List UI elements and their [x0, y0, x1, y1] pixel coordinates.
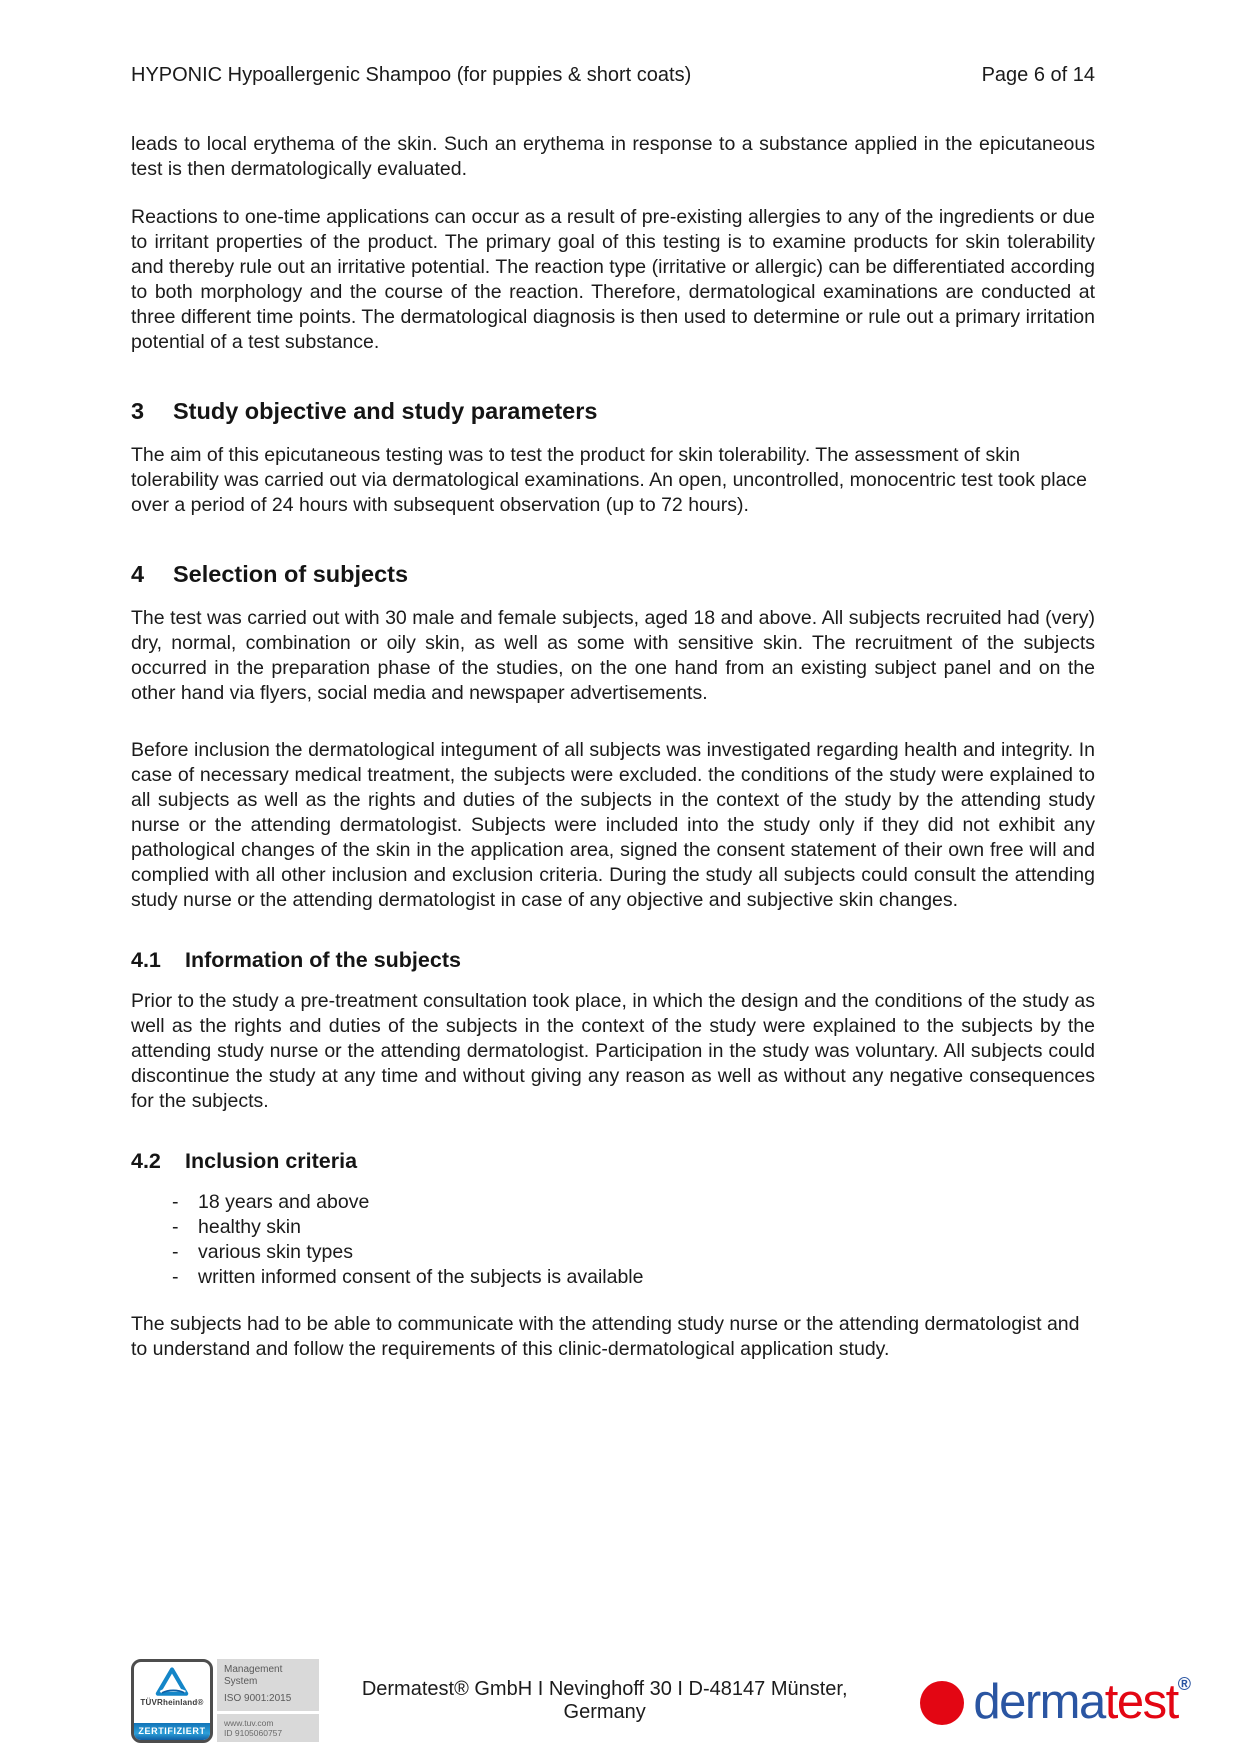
- tuv-management-system-label: Management System: [224, 1664, 283, 1687]
- header-title: HYPONIC Hypoallergenic Shampoo (for puppies & short coats): [131, 64, 692, 86]
- bullet-dash: -: [172, 1191, 179, 1213]
- dermatest-wordmark: [973, 1675, 1191, 1727]
- section-4-2-number: 4.2: [131, 1149, 161, 1173]
- list-item-text: written informed consent of the subjects is available: [198, 1266, 644, 1288]
- section-4-1-number: 4.1: [131, 948, 161, 972]
- list-item: [172, 1240, 1095, 1265]
- footer-address: Dermatest® GmbH I Nevinghoff 30 I D-48147 Münster, Germany: [361, 1678, 848, 1723]
- list-item: [172, 1215, 1095, 1240]
- header-page-number: Page 6 of 14: [981, 64, 1095, 86]
- section-3-heading: [131, 397, 1095, 425]
- section-3-paragraph: The aim of this epicutaneous testing was to test the product for skin tolerability. The assessment of skin tolerability was carried out via dermatological examinations. An open, uncontrolled, monocentric test took place over a period of 24 hours with subsequent observation (up to 72 hours).: [131, 444, 1088, 516]
- paragraph-intro-continuation: leads to local erythema of the skin. Such an erythema in response to a substance applied in the epicutaneous test is then dermatologically evaluated.: [131, 133, 1095, 180]
- list-item: [172, 1265, 1095, 1290]
- tuv-info-panel: [217, 1659, 319, 1743]
- tuv-id-label: ID 9105060757: [224, 1728, 283, 1738]
- dermatest-logo-test: test: [1104, 1675, 1178, 1729]
- section-4-title: Selection of subjects: [173, 561, 409, 587]
- tuv-website-label: www.tuv.com: [224, 1718, 274, 1728]
- section-4-1-paragraph: Prior to the study a pre-treatment consultation took place, in which the design and the conditions of the study as well as the rights and duties of the subjects in the context of the study were explained to the subjects by the attending study nurse or the attending dermatologist. Participation in the study was voluntary. All subjects could discontinue the study at any time and without giving any reason as well as without any negative consequences for the subjects.: [131, 990, 1095, 1112]
- list-item: [172, 1190, 1095, 1215]
- tuv-certification-badge: [131, 1659, 319, 1743]
- tuv-info-top: [217, 1659, 319, 1711]
- dermatest-logo-registered-mark: ®: [1177, 1674, 1191, 1694]
- dermatest-dot-icon: [920, 1681, 964, 1725]
- tuv-iso-label: ISO 9001:2015: [224, 1693, 292, 1704]
- section-4-2-title: Inclusion criteria: [185, 1149, 358, 1173]
- bullet-dash: -: [172, 1266, 179, 1288]
- inclusion-criteria-list: [172, 1190, 1095, 1290]
- paragraph-reactions: Reactions to one-time applications can occur as a result of pre-existing allergies to any of the ingredients or due to irritant properties of the product. The primary goal of this testing is to examine products for skin tolerability and thereby rule out an irritative potential. The reaction type (irritative or allergic) can be differentiated according to both morphology and the course of the reaction. Therefore, dermatological examinations are conducted at three different time points. The dermatological diagnosis is then used to determine or rule out a primary irritation potential of a test substance.: [131, 206, 1095, 353]
- tuv-certificate-seal: [131, 1659, 213, 1743]
- closing-paragraph: The subjects had to be able to communicate with the attending study nurse or the attending dermatologist and to understand and follow the requirements of this clinic-dermatological application study.: [131, 1313, 1080, 1360]
- section-4-number: 4: [131, 561, 145, 587]
- section-3-title: Study objective and study parameters: [173, 398, 598, 424]
- section-4-1-title: Information of the subjects: [185, 948, 461, 972]
- tuv-triangle-icon: [155, 1667, 189, 1697]
- list-item-text: healthy skin: [198, 1216, 301, 1238]
- dermatest-logo: [920, 1675, 1191, 1727]
- dermatest-logo-derma: derma: [973, 1675, 1105, 1729]
- section-4-heading: [131, 560, 1095, 588]
- section-3-number: 3: [131, 398, 145, 424]
- tuv-certified-ribbon: ZERTIFIZIERT: [134, 1723, 210, 1740]
- section-4-1-heading: [131, 947, 1095, 973]
- list-item-text: various skin types: [198, 1241, 353, 1263]
- section-4-2-heading: [131, 1148, 1095, 1174]
- doc-footer: [131, 1655, 1191, 1747]
- bullet-dash: -: [172, 1241, 179, 1263]
- bullet-dash: -: [172, 1216, 179, 1238]
- doc-header: [131, 63, 1095, 88]
- section-4-paragraph-1: The test was carried out with 30 male and female subjects, aged 18 and above. All subjects recruited had (very) dry, normal, combination or oily skin, as well as some with sensitive skin. The recruitment of the subjects occurred in the preparation phase of the studies, on the one hand from an existing subject panel and on the other hand via flyers, social media and newspaper advertisements.: [131, 607, 1095, 704]
- tuv-brand-label: TÜVRheinland®: [140, 1698, 204, 1707]
- section-4-paragraph-2: Before inclusion the dermatological integument of all subjects was investigated regarding health and integrity. In case of necessary medical treatment, the subjects were excluded. the conditions of the study were explained to all subjects as well as the rights and duties of the subjects in the context of the study by the attending study nurse or the attending dermatologist. Subjects were included into the study only if they did not exhibit any pathological changes of the skin in the application area, signed the consent statement of their own free will and complied with all other inclusion and exclusion criteria. During the study all subjects could consult the attending study nurse or the attending dermatologist in case of any objective and subjective skin changes.: [131, 739, 1095, 911]
- tuv-info-bottom: [217, 1714, 319, 1742]
- list-item-text: 18 years and above: [198, 1191, 370, 1213]
